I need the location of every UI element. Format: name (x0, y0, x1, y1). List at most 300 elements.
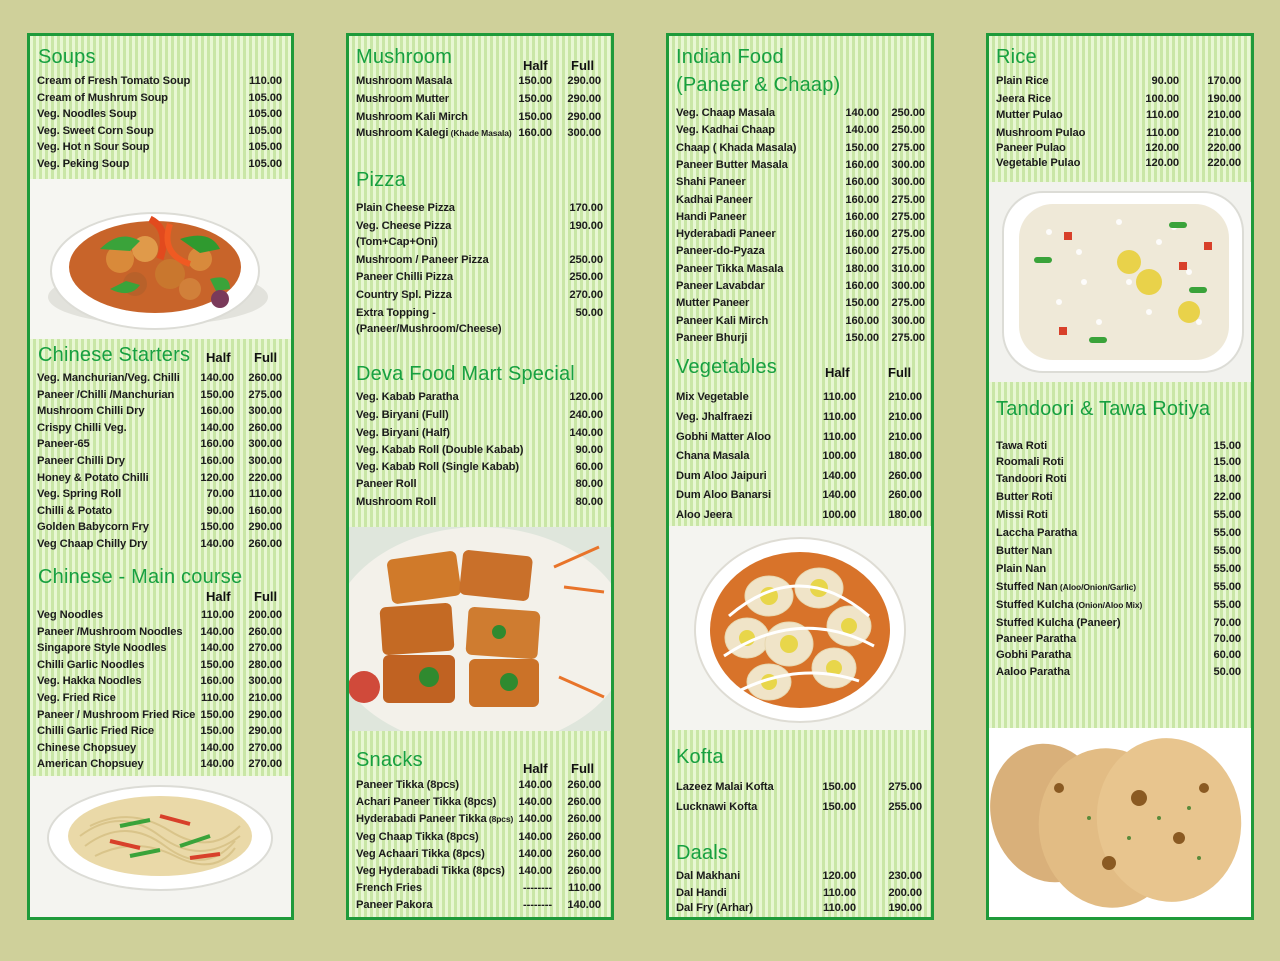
full-price: 270.00 (248, 642, 282, 655)
half-price: 90.00 (206, 504, 234, 517)
menu-item-row (30, 642, 291, 659)
menu-item-row (30, 141, 291, 158)
item-name: Gobhi Matter Aloo (676, 431, 771, 443)
item-name: Missi Roti (996, 509, 1048, 521)
full-price: 290.00 (567, 93, 601, 105)
item-name: Honey & Potato Chilli (37, 471, 149, 484)
half-price: 160.00 (518, 127, 552, 139)
item-name: Mushroom Chilli Dry (37, 405, 145, 418)
menu-item-row (349, 496, 611, 513)
menu-item-row (669, 332, 931, 349)
menu-item-row (989, 563, 1251, 580)
item-name: Handi Paneer (676, 210, 747, 223)
half-price: 160.00 (845, 245, 879, 258)
menu-item-row (30, 405, 291, 422)
item-name: Mushroom Mutter (356, 93, 449, 105)
item-name: Paneer Tikka (8pcs) (356, 779, 459, 791)
full-price: 55.00 (1213, 563, 1241, 575)
dum-aloo-photo (669, 526, 931, 730)
full-price: 55.00 (1213, 599, 1241, 611)
item-name: Veg. Kabab Roll (Double Kabab) (356, 444, 524, 456)
menu-item-row (349, 220, 611, 237)
section-title-soups: Soups (38, 46, 96, 68)
full-price: 55.00 (1213, 509, 1241, 521)
full-price: 70.00 (1213, 617, 1241, 629)
full-price: 18.00 (1213, 473, 1241, 485)
item-name: Paneer-65 (37, 438, 90, 451)
menu-item-row (30, 742, 291, 759)
item-name: Veg. Biryani (Half) (356, 427, 450, 439)
full-price: 260.00 (888, 489, 922, 501)
half-price: 110.00 (822, 411, 856, 423)
item-name: Achari Paneer Tikka (8pcs) (356, 796, 497, 808)
menu-item-row (989, 617, 1251, 634)
full-price: 60.00 (1213, 649, 1241, 661)
full-price: 190.00 (888, 902, 922, 914)
item-name: Veg Chaap Chilly Dry (37, 538, 148, 550)
menu-item-row (30, 709, 291, 726)
half-price: 110.00 (200, 692, 234, 704)
menu-item-row (989, 440, 1251, 457)
menu-item-row (349, 796, 611, 813)
item-name: Paneer /Mushroom Noodles (37, 625, 183, 638)
item-name: Tandoori Roti (996, 473, 1067, 485)
full-price: 260.00 (567, 796, 601, 808)
full-price: 50.00 (1213, 666, 1241, 678)
menu-item-row (349, 882, 611, 899)
item-name: Paneer Kali Mirch (676, 314, 769, 327)
item-name: Shahi Paneer (676, 176, 746, 189)
menu-item-row (989, 649, 1251, 666)
menu-panel-3 (666, 33, 934, 920)
half-price: 150.00 (845, 331, 879, 344)
item-name: Singapore Style Noodles (37, 642, 167, 655)
section-title-daals: Daals (676, 842, 729, 864)
item-name: Mushroom Pulao (996, 127, 1086, 139)
item-name: Veg. Chaap Masala (676, 107, 776, 119)
menu-item-row (669, 159, 931, 176)
mushroom-half-header: Half (523, 58, 548, 73)
full-price: 275.00 (891, 331, 925, 344)
half-price: 100.00 (1145, 93, 1179, 105)
menu-item-row (349, 848, 611, 865)
menu-item-row (669, 450, 931, 467)
item-name: Veg. Peking Soup (37, 158, 130, 170)
full-price: 300.00 (891, 158, 925, 171)
item-name: Chilli & Potato (37, 504, 112, 517)
half-price: 160.00 (845, 280, 879, 292)
item-name: Mutter Paneer (676, 297, 750, 310)
half-price: 110.00 (822, 391, 856, 403)
half-price: 160.00 (200, 405, 234, 418)
half-price: 150.00 (518, 111, 552, 123)
menu-item-row (349, 111, 611, 128)
menu-item-row (349, 427, 611, 444)
half-price: 160.00 (845, 228, 879, 241)
menu-item-row (30, 92, 291, 109)
menu-panel-1 (27, 33, 294, 920)
snacks-half-header: Half (523, 761, 548, 776)
veg-noodles-photo (30, 776, 291, 917)
full-price: 110.00 (248, 488, 282, 501)
half-price: 160.00 (200, 675, 234, 688)
full-price: 270.00 (569, 289, 603, 301)
menu-item-row (669, 280, 931, 297)
full-price: 300.00 (248, 405, 282, 418)
full-price: 300.00 (891, 280, 925, 292)
half-price: 110.00 (200, 609, 234, 621)
section-title-rice: Rice (996, 46, 1037, 68)
full-price: 180.00 (888, 509, 922, 521)
menu-item-row (349, 127, 611, 144)
menu-item-row (669, 902, 931, 919)
item-name: Mushroom / Paneer Pizza (356, 254, 489, 266)
item-name: Mutter Pulao (996, 109, 1063, 121)
item-name: Butter Nan (996, 545, 1053, 557)
menu-item-row (30, 659, 291, 676)
section-title-special: Deva Food Mart Special (356, 363, 575, 385)
menu-item-row (349, 75, 611, 92)
snacks-full-header: Full (571, 761, 595, 776)
menu-item-row (30, 389, 291, 406)
full-price: 200.00 (248, 609, 282, 621)
item-name: Mix Vegetable (676, 391, 749, 403)
menu-item-row (989, 527, 1251, 544)
item-name: (Paneer/Mushroom/Cheese) (356, 323, 502, 335)
menu-item-row (669, 470, 931, 487)
half-price: 140.00 (200, 538, 234, 550)
item-name: Paneer Pulao (996, 142, 1066, 154)
full-price: 105.00 (248, 91, 282, 104)
full-price: 255.00 (888, 801, 922, 813)
item-note: (8pcs) (486, 814, 514, 824)
full-price: 300.00 (248, 455, 282, 467)
half-price: 110.00 (822, 431, 856, 443)
full-price: 260.00 (248, 421, 282, 434)
menu-item-row (989, 599, 1251, 616)
full-price: 270.00 (248, 758, 282, 771)
half-price: 90.00 (1151, 75, 1179, 87)
full-price: 260.00 (567, 813, 601, 825)
full-price: 105.00 (248, 124, 282, 137)
half-price: 120.00 (822, 870, 856, 882)
half-price: -------- (522, 899, 552, 911)
item-name: Paneer /Chilli /Manchurian (37, 388, 175, 401)
menu-item-row (989, 545, 1251, 562)
full-price: 275.00 (891, 245, 925, 258)
menu-item-row (30, 725, 291, 742)
item-name: Mushroom Roll (356, 496, 437, 508)
full-price: 210.00 (888, 431, 922, 443)
item-name: Mushroom Masala (356, 75, 453, 87)
menu-item-row (349, 307, 611, 324)
item-name: Mushroom Kalegi (Khade Masala) (356, 127, 512, 139)
menu-item-row (30, 438, 291, 455)
full-price: 260.00 (567, 779, 601, 791)
item-name: (Tom+Cap+Oni) (356, 236, 438, 248)
item-name: Veg. Hot n Sour Soup (37, 141, 150, 154)
full-price: 70.00 (1213, 633, 1241, 645)
full-price: 110.00 (567, 882, 601, 894)
menu-item-row (669, 245, 931, 262)
full-price: 140.00 (569, 427, 603, 439)
half-price: 150.00 (518, 93, 552, 105)
item-name: Tawa Roti (996, 440, 1048, 452)
menu-item-row (669, 297, 931, 314)
full-price: 260.00 (248, 625, 282, 638)
full-price: 240.00 (569, 409, 603, 421)
menu-item-row (989, 633, 1251, 650)
menu-item-row (989, 93, 1251, 110)
full-price: 275.00 (248, 388, 282, 401)
half-price: 120.00 (1145, 142, 1179, 154)
menu-item-row (349, 865, 611, 882)
item-note: (Aloo/Onion/Garlic) (1057, 582, 1136, 592)
half-price: -------- (522, 882, 552, 894)
menu-item-row (989, 491, 1251, 508)
menu-item-row (669, 176, 931, 193)
veg-pulao-photo (989, 182, 1251, 382)
veg-full-header: Full (888, 365, 912, 380)
item-name: Plain Nan (996, 563, 1047, 575)
starters-full-header: Full (254, 350, 278, 365)
full-price: 250.00 (891, 124, 925, 137)
item-name: Hyderabadi Paneer (676, 228, 776, 241)
menu-item-row (669, 228, 931, 245)
half-price: 150.00 (200, 658, 234, 671)
item-name: Vegetable Pulao (996, 157, 1081, 169)
starters-half-header: Half (206, 350, 231, 365)
menu-item-row (669, 801, 931, 818)
menu-item-row (989, 473, 1251, 490)
item-name: Paneer Tikka Masala (676, 262, 784, 275)
menu-item-row (669, 781, 931, 798)
menu-item-row (989, 75, 1251, 92)
half-price: 160.00 (845, 193, 879, 206)
item-name: Cream of Fresh Tomato Soup (37, 75, 191, 87)
half-price: 110.00 (822, 902, 856, 914)
menu-item-row (30, 125, 291, 142)
item-name: Dum Aloo Jaipuri (676, 470, 767, 482)
item-name: Stuffed Nan (Aloo/Onion/Garlic) (996, 581, 1136, 593)
full-price: 210.00 (888, 411, 922, 423)
menu-item-row (349, 813, 611, 830)
menu-item-row (669, 211, 931, 228)
full-price: 210.00 (248, 692, 282, 704)
menu-item-row (349, 779, 611, 796)
full-price: 90.00 (575, 444, 603, 456)
full-price: 55.00 (1213, 581, 1241, 593)
full-price: 170.00 (1207, 75, 1241, 87)
half-price: 140.00 (845, 107, 879, 119)
item-name: Dal Makhani (676, 870, 741, 882)
menu-item-row (669, 107, 931, 124)
menu-item-row (989, 109, 1251, 126)
item-name: Aaloo Paratha (996, 666, 1070, 678)
menu-item-row (669, 489, 931, 506)
full-price: 15.00 (1213, 440, 1241, 452)
menu-item-row (669, 315, 931, 332)
item-name: Dal Handi (676, 887, 727, 899)
half-price: 160.00 (845, 176, 879, 189)
section-title-kofta: Kofta (676, 746, 724, 768)
item-name: Veg. Kabab Paratha (356, 391, 459, 403)
full-price: 220.00 (1207, 157, 1241, 169)
menu-item-row (349, 461, 611, 478)
item-name: Plain Rice (996, 75, 1049, 87)
full-price: 260.00 (888, 470, 922, 482)
full-price: 250.00 (569, 254, 603, 266)
menu-panel-4 (986, 33, 1254, 920)
item-name: Dal Fry (Arhar) (676, 902, 753, 914)
item-name: Paneer Pakora (356, 899, 433, 911)
full-price: 220.00 (1207, 142, 1241, 154)
menu-item-row (349, 254, 611, 271)
item-name: Veg. Biryani (Full) (356, 409, 449, 421)
full-price: 290.00 (567, 75, 601, 87)
item-name: Lazeez Malai Kofta (676, 781, 774, 793)
menu-item-row (30, 505, 291, 522)
full-price: 160.00 (248, 504, 282, 517)
item-name: Veg. Cheese Pizza (356, 220, 452, 232)
paratha-photo (989, 728, 1251, 917)
half-price: 160.00 (200, 455, 234, 467)
menu-item-row (669, 124, 931, 141)
menu-item-row (669, 142, 931, 159)
menu-item-row (669, 263, 931, 280)
menu-item-row (989, 509, 1251, 526)
full-price: 270.00 (248, 741, 282, 754)
full-price: 105.00 (248, 141, 282, 154)
full-price: 210.00 (1207, 127, 1241, 139)
half-price: 140.00 (518, 813, 552, 825)
item-name: Dum Aloo Banarsi (676, 489, 771, 501)
item-name: Veg. Spring Roll (37, 488, 122, 501)
item-name: Chinese Chopsuey (37, 741, 137, 754)
menu-item-row (349, 271, 611, 288)
section-title-tandoori: Tandoori & Tawa Rotiya (996, 398, 1211, 420)
half-price: 70.00 (206, 488, 234, 501)
item-name: Lucknawi Kofta (676, 801, 758, 813)
menu-item-row (30, 758, 291, 775)
section-title-chinese-starters: Chinese Starters (38, 344, 191, 366)
half-price: 110.00 (822, 887, 856, 899)
full-price: 290.00 (248, 521, 282, 534)
item-name: French Fries (356, 882, 422, 894)
half-price: 140.00 (200, 741, 234, 754)
half-price: 140.00 (200, 758, 234, 771)
menu-item-row (349, 202, 611, 219)
main-half-header: Half (206, 589, 231, 604)
half-price: 150.00 (822, 801, 856, 813)
item-name: Chilli Garlic Fried Rice (37, 725, 154, 738)
full-price: 170.00 (569, 202, 603, 214)
paneer-tikka-photo (349, 527, 611, 731)
item-name: Paneer Chilli Pizza (356, 271, 453, 283)
item-name: Jeera Rice (996, 93, 1051, 105)
menu-item-row (30, 521, 291, 538)
full-price: 275.00 (891, 193, 925, 206)
menu-item-row (30, 538, 291, 555)
full-price: 260.00 (567, 865, 601, 877)
full-price: 110.00 (248, 75, 282, 87)
full-price: 80.00 (575, 478, 603, 490)
full-price: 220.00 (248, 471, 282, 484)
item-name: Paneer Roll (356, 478, 417, 490)
half-price: 140.00 (518, 831, 552, 843)
section-title-mushroom: Mushroom (356, 46, 453, 68)
item-name: Veg. Hakka Noodles (37, 675, 142, 688)
item-name: Paneer Bhurji (676, 331, 748, 344)
full-price: 180.00 (888, 450, 922, 462)
menu-item-row (30, 692, 291, 709)
half-price: 140.00 (518, 865, 552, 877)
item-name: Golden Babycorn Fry (37, 521, 149, 534)
item-name: Veg. Kabab Roll (Single Kabab) (356, 461, 519, 473)
half-price: 150.00 (518, 75, 552, 87)
full-price: 22.00 (1213, 491, 1241, 503)
item-name: Paneer / Mushroom Fried Rice (37, 708, 196, 721)
half-price: 110.00 (1145, 109, 1179, 121)
menu-item-row (989, 157, 1251, 174)
item-name: Veg. Manchurian/Veg. Chilli (37, 372, 180, 384)
item-name: Hyderabadi Paneer Tikka (8pcs) (356, 813, 514, 825)
item-name: Mushroom Kali Mirch (356, 111, 468, 123)
full-price: 290.00 (248, 708, 282, 721)
half-price: 150.00 (200, 521, 234, 534)
menu-item-row (30, 626, 291, 643)
item-name: Roomali Roti (996, 456, 1064, 468)
full-price: 300.00 (567, 127, 601, 139)
half-price: 150.00 (845, 297, 879, 310)
item-name: Veg. Kadhai Chaap (676, 124, 776, 137)
item-name: Paneer-do-Pyaza (676, 245, 765, 258)
full-price: 260.00 (567, 831, 601, 843)
half-price: 140.00 (518, 796, 552, 808)
item-name: Veg. Noodles Soup (37, 108, 137, 121)
half-price: 140.00 (200, 625, 234, 638)
full-price: 275.00 (891, 228, 925, 241)
full-price: 210.00 (1207, 109, 1241, 121)
menu-item-row (669, 194, 931, 211)
item-name: Butter Roti (996, 491, 1053, 503)
item-name: Chana Masala (676, 450, 750, 462)
full-price: 60.00 (575, 461, 603, 473)
half-price: 140.00 (518, 779, 552, 791)
item-note: (Onion/Aloo Mix) (1073, 600, 1143, 610)
menu-item-row (30, 488, 291, 505)
section-title-snacks: Snacks (356, 749, 423, 771)
menu-item-row (30, 675, 291, 692)
half-price: 140.00 (200, 372, 234, 384)
menu-item-row (669, 411, 931, 428)
full-price: 105.00 (248, 108, 282, 121)
full-price: 55.00 (1213, 545, 1241, 557)
full-price: 260.00 (248, 538, 282, 550)
menu-item-row (989, 581, 1251, 598)
half-price: 100.00 (822, 509, 856, 521)
menu-item-row (349, 831, 611, 848)
item-name: Chaap ( Khada Masala) (676, 141, 797, 154)
full-price: 190.00 (569, 220, 603, 232)
menu-item-row (30, 372, 291, 389)
half-price: 180.00 (845, 262, 879, 275)
menu-item-row (989, 666, 1251, 683)
half-price: 160.00 (845, 314, 879, 327)
item-name: Aloo Jeera (676, 509, 733, 521)
half-price: 150.00 (200, 725, 234, 738)
item-name: Veg Chaap Tikka (8pcs) (356, 831, 479, 843)
